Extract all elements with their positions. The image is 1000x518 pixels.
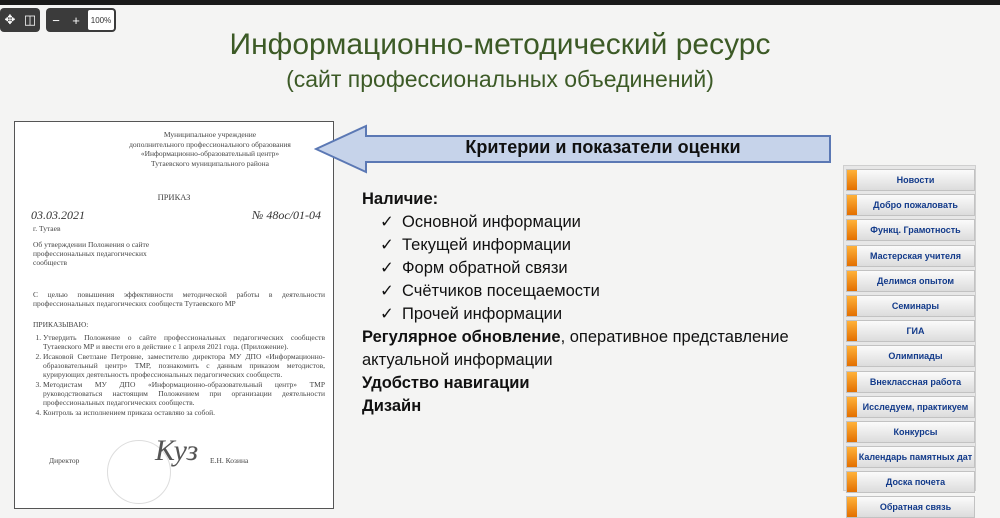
- menu-item-label: Мастерская учителя: [870, 250, 961, 261]
- zoom-out-button[interactable]: −: [52, 12, 60, 28]
- menu-item-label: ГИА: [906, 326, 925, 337]
- navigation-criterion: Удобство навигации: [362, 374, 530, 392]
- menu-tab-marker: [847, 397, 857, 417]
- menu-tab-marker: [847, 271, 857, 291]
- menu-tab-marker: [847, 422, 857, 442]
- criteria-item: [362, 280, 832, 303]
- menu-tab-marker: [847, 296, 857, 316]
- menu-item-label: Олимпиады: [888, 351, 943, 362]
- menu-item-gia[interactable]: [846, 320, 975, 342]
- menu-tab-marker: [847, 170, 857, 190]
- document-orders: [33, 320, 325, 418]
- menu-tab-marker: [847, 447, 857, 467]
- criteria-item-label: Текущей информации: [402, 236, 572, 254]
- criteria-item-label: Основной информации: [402, 213, 581, 231]
- criteria-item-label: Прочей информации: [402, 305, 563, 323]
- regular-update-line2: актуальной информации: [362, 351, 553, 369]
- check-icon: ✓: [380, 259, 394, 277]
- menu-item-calendar[interactable]: [846, 446, 975, 468]
- criteria-item-label: Форм обратной связи: [402, 259, 568, 277]
- menu-item-label: Семинары: [891, 300, 940, 311]
- criteria-item: [362, 303, 832, 326]
- menu-item-feedback[interactable]: [846, 496, 975, 518]
- order-item: 2. Исаковой Светлане Петровне, заместителю директора МУ ДПО «Информационно-образовательный центр» ТМР, познакомить с данным приказом методистов, курирующих деятельность профессиональных педагогических сообществ.: [43, 352, 325, 379]
- split-view-icon[interactable]: ◫: [23, 12, 37, 27]
- document-city: г. Тутаев: [33, 224, 61, 233]
- menu-item-label: Функц. Грамотность: [870, 225, 961, 236]
- zoom-in-button[interactable]: +: [72, 12, 80, 28]
- menu-item-workshop[interactable]: [846, 245, 975, 267]
- order-item: 3. Методистам МУ ДПО «Информационно-образовательный центр» ТМР руководствоваться настоящим Положением при организации деятельности профессиональных педагогических сообществ.: [43, 380, 325, 407]
- document-subject: Об утверждении Положения о сайте профессиональных педагогических сообществ: [33, 240, 150, 267]
- criteria-item-label: Счётчиков посещаемости: [402, 282, 600, 300]
- menu-tab-marker: [847, 220, 857, 240]
- menu-item-seminars[interactable]: [846, 295, 975, 317]
- document-preamble: С целью повышения эффективности методической работы в деятельности профессиональных педагогических сообществ Тутаевского МР: [33, 290, 325, 308]
- menu-item-contests[interactable]: [846, 421, 975, 443]
- menu-item-literacy[interactable]: [846, 219, 975, 241]
- menu-item-olympiads[interactable]: [846, 345, 975, 367]
- menu-item-label: Календарь памятных дат: [858, 452, 973, 463]
- criteria-item: [362, 234, 832, 257]
- regular-update-line: [362, 326, 832, 349]
- zoom-level[interactable]: 100%: [88, 10, 114, 30]
- slide-title: Информационно-методический ресурс: [229, 28, 771, 61]
- move-icon[interactable]: ✥: [4, 12, 16, 27]
- menu-item-extracurricular[interactable]: [846, 371, 975, 393]
- menu-item-label: Добро пожаловать: [873, 200, 958, 211]
- regular-update-bold: Регулярное обновление: [362, 328, 561, 346]
- document-number: № 48ос/01-04: [252, 208, 321, 222]
- document-organization: [105, 130, 315, 168]
- menu-item-research[interactable]: [846, 396, 975, 418]
- menu-item-label: Конкурсы: [893, 426, 938, 437]
- criteria-item: [362, 211, 832, 234]
- org-line: Муниципальное учреждение: [163, 130, 257, 139]
- menu-item-experience[interactable]: [846, 270, 975, 292]
- slide-subtitle: (сайт профессиональных объединений): [286, 66, 714, 92]
- document-date: 03.03.2021: [31, 208, 85, 222]
- menu-item-label: Доска почета: [885, 477, 946, 488]
- document-heading: ПРИКАЗ: [157, 192, 191, 202]
- check-icon: ✓: [380, 236, 394, 254]
- check-icon: ✓: [380, 282, 394, 300]
- org-line: «Информационно-образовательный центр»: [140, 149, 280, 158]
- design-criterion: Дизайн: [362, 397, 422, 415]
- menu-tab-marker: [847, 246, 857, 266]
- check-icon: ✓: [380, 213, 394, 231]
- menu-item-label: Исследуем, практикуем: [862, 401, 969, 412]
- order-item: 4. Контроль за исполнением приказа оставляю за собой.: [43, 408, 325, 417]
- criteria-list: [362, 188, 832, 418]
- signature: Куз: [155, 434, 199, 467]
- menu-item-welcome[interactable]: [846, 194, 975, 216]
- menu-item-label: Новости: [896, 175, 935, 185]
- org-line: Тутаевского муниципального района: [151, 158, 269, 168]
- criteria-item: [362, 257, 832, 280]
- window-top-bar: [0, 0, 1000, 5]
- orders-list: [33, 333, 325, 417]
- menu-tab-marker: [847, 195, 857, 215]
- regular-update-rest: , оперативное представление: [560, 328, 789, 346]
- criteria-arrow-label: Критерии и показатели оценки: [465, 137, 741, 157]
- orders-title: ПРИКАЗЫВАЮ:: [33, 320, 89, 329]
- menu-item-label: Делимся опытом: [876, 275, 955, 286]
- menu-tab-marker: [847, 372, 857, 392]
- director-label: Директор: [49, 456, 80, 465]
- site-nav-menu: [843, 165, 976, 513]
- org-line: дополнительного профессионального образования: [129, 139, 291, 149]
- menu-item-honor-board[interactable]: [846, 471, 975, 493]
- order-item: 1. Утвердить Положение о сайте профессиональных педагогических сообществ Тутаевского МР и ввести его в действие с 1 апреля 2021 года. (Приложение).: [43, 333, 325, 351]
- director-name: Е.Н. Козина: [210, 456, 249, 465]
- check-icon: ✓: [380, 305, 394, 323]
- menu-tab-marker: [847, 346, 857, 366]
- menu-tab-marker: [847, 497, 857, 517]
- menu-item-news[interactable]: [846, 169, 975, 191]
- menu-tab-marker: [847, 321, 857, 341]
- menu-tab-marker: [847, 472, 857, 492]
- menu-item-label: Обратная связь: [879, 502, 952, 513]
- presence-heading: Наличие:: [362, 190, 439, 208]
- menu-item-label: Внеклассная работа: [869, 376, 962, 387]
- order-document-scan: [14, 121, 334, 509]
